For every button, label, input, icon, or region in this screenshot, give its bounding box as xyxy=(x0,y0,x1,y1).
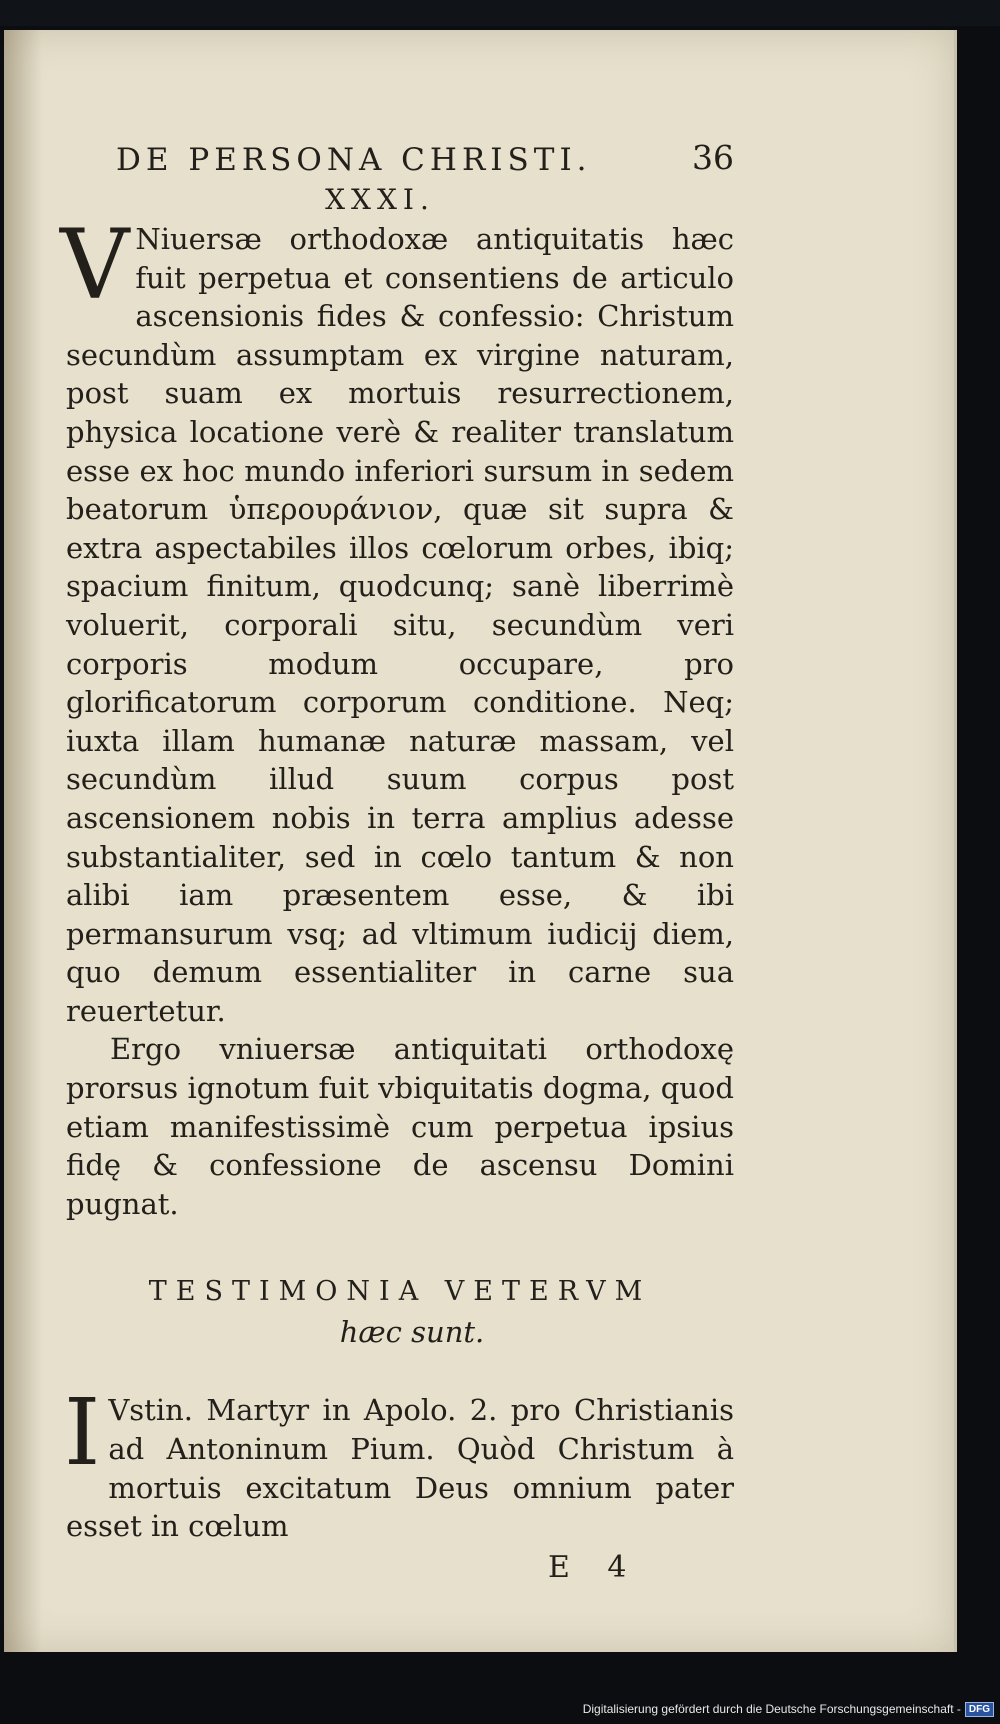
section-number: XXXI. xyxy=(325,183,435,216)
paragraph-1 xyxy=(60,209,734,1030)
paragraph-2: Ergo vniuersæ antiquitati orthodoxę prorsus ignotum fuit vbiquitatis dogma, quod etiam manifestissimè cum perpetua ipsius fidę & confessione de ascensu Domini pugnat. xyxy=(66,1032,734,1221)
running-title: DE PERSONA CHRISTI. xyxy=(116,142,592,178)
drop-cap-v: V xyxy=(60,209,130,321)
section-heading: TESTIMONIA VETERVM xyxy=(148,1276,652,1308)
dfg-logo: DFG xyxy=(965,1702,994,1717)
paragraph-3-text: Vstin. Martyr in Apolo. 2. pro Christianis ad Antoninum Pium. Quòd Christum à mortuis excitatum Deus omnium pater esset in cœlum xyxy=(66,1393,734,1544)
signature-mark: E 4 xyxy=(548,1549,641,1585)
credit-text: Digitalisierung gefördert durch die Deutsche Forschungsgemeinschaft - xyxy=(582,1702,961,1716)
page-header xyxy=(66,130,734,180)
paragraph-3 xyxy=(64,1379,734,1545)
book-page xyxy=(4,30,957,1652)
page-number: 36 xyxy=(692,138,734,177)
drop-cap-i: I xyxy=(64,1379,101,1487)
page-text-block xyxy=(60,130,734,1585)
digitization-credit xyxy=(583,1700,994,1718)
scan-border-top xyxy=(0,0,1000,26)
section-subheading: hæc sunt. xyxy=(339,1315,485,1350)
paragraph-1-text: Niuersæ orthodoxæ antiquitatis hæc fuit perpetua et consentiens de articulo ascensionis fides & confessio: Christum secundùm assumptam ex virgine naturam, post suam ex mortuis resurrectionem, physica locatione verè & realiter translatum esse ex hoc mundo inferiori sursum in sedem beatorum ὑπερουράνιον, quæ sit supra & extra aspectabiles illos cœlorum orbes, ibiq; spacium finitum, quodcunq; sanè liberrimè voluerit, corporali situ, secundùm veri corporis modum occupare, pro glorificatorum corporum conditione. Neq; iuxta illam humanæ naturæ massam, vel secundùm illud suum corpus post ascensionem nobis in terra amplius adesse substantialiter, sed in cœlo tantum & non alibi iam præsentem esse, & ibi permansurum vsq; ad vltimum iudicij diem, quo demum essentialiter in carne sua reuertetur. xyxy=(66,222,734,1028)
